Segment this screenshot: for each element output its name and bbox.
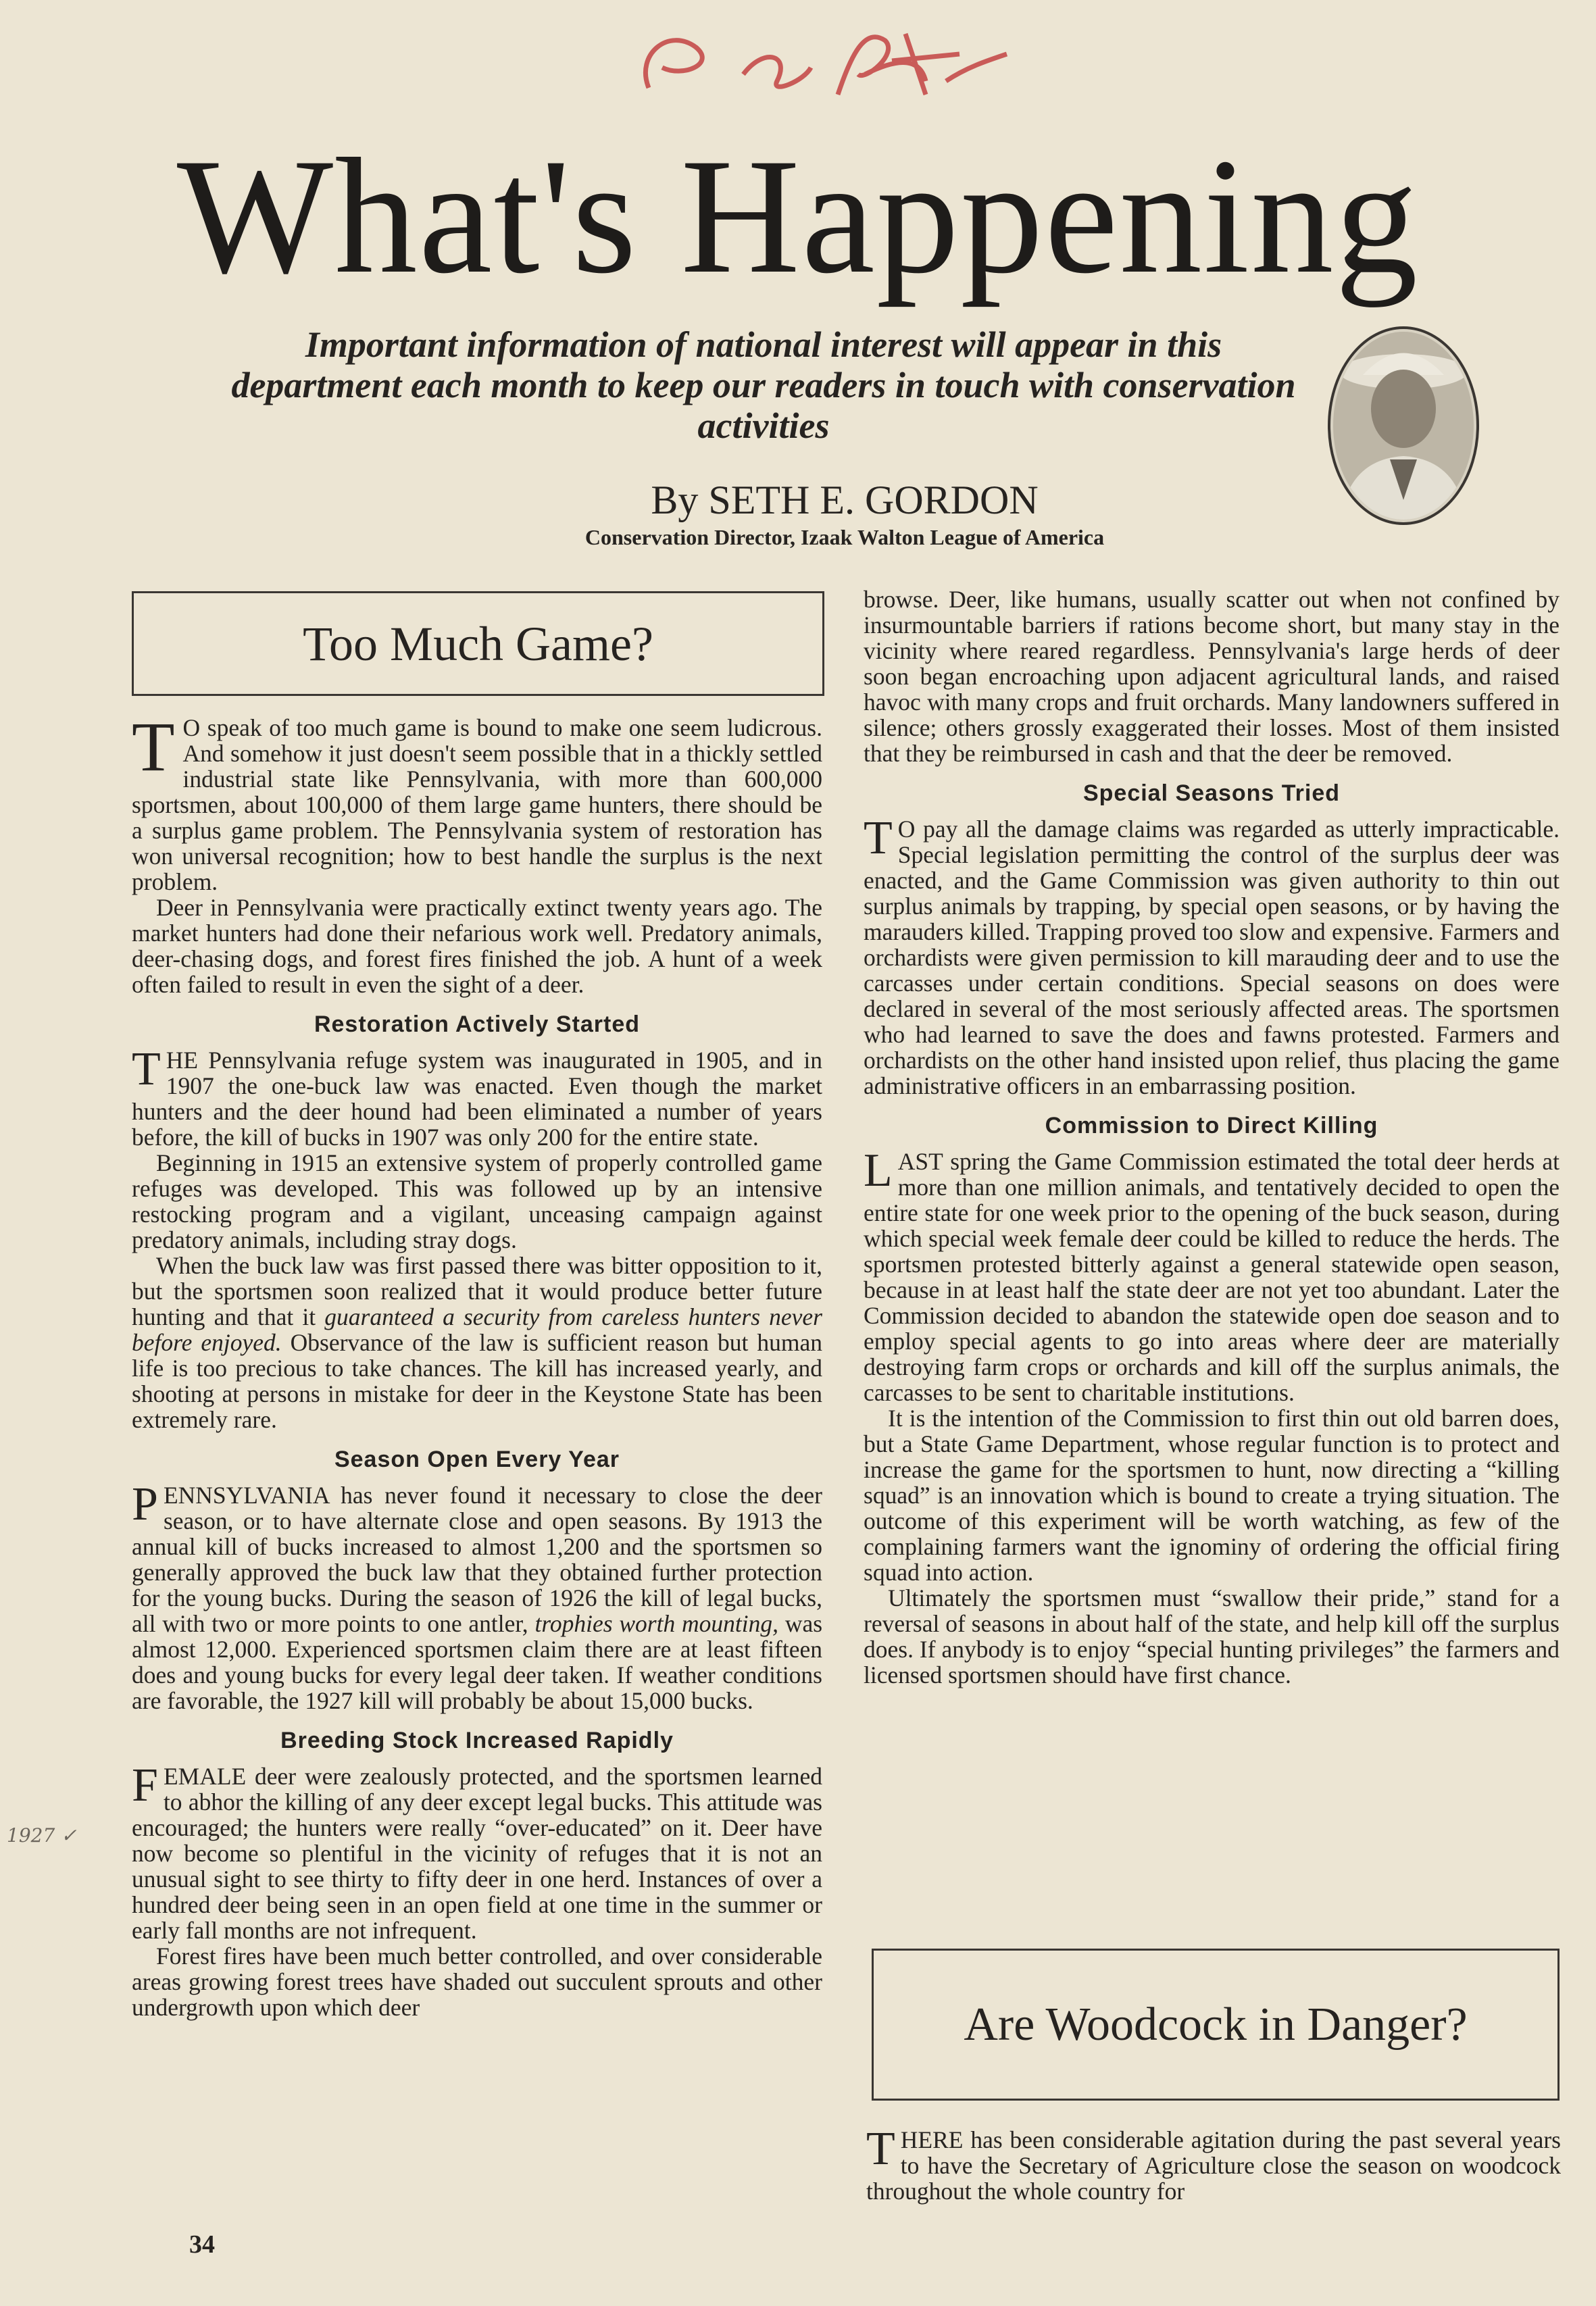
paragraph: T HE Pennsylvania refuge system was inaugurated in 1905, and in 1907 the one-buck law was enacted. Even though the market hunters and the deer hound had been eliminated a number of years before, the kill of bucks in 1907 was only 200 for the entire state. [132,1043,822,1151]
byline: By SETH E. GORDON [651,478,1039,522]
section-heading: Restoration Actively Started [314,1011,641,1037]
paragraph: T O pay all the damage claims was regarded as utterly impracticable. Special legislation permitting the control of the surplus deer was enacted, and the Game Commission was given authority to thin out surplus animals by trapping, by special open seasons, or by having the marauders killed. Trapping proved too slow and expensive. Farmers and orchardists were given permission to kill marauding deer and to use the carcasses under certain conditions. Special seasons on does were declared in several of the most seriously affected areas. The sportsmen who had learned to save the does and fawns protested. Farmers and orchardists on the other hand insisted upon relief, thus placing the game administrative officers in an embarrassing position. [864,812,1560,1099]
drop-cap: T [132,1043,161,1095]
section-heading: Special Seasons Tried [1082,780,1341,806]
author-affiliation: Conservation Director, Izaak Walton League of America [584,525,1105,549]
drop-cap: L [864,1145,893,1197]
section-heading: Commission to Direct Killing [1045,1113,1378,1138]
drop-cap: T [864,812,893,864]
left-column [132,708,823,2021]
drop-cap: P [132,1478,158,1530]
section-heading: Breeding Stock Increased Rapidly [280,1728,674,1753]
author-portrait [1326,324,1481,527]
paragraph: T O speak of too much game is bound to make one seem ludicrous. And somehow it just doesn't seem possible that in a thickly settled industrial state like Pennsylvania, with more than 600,000 sportsmen, about 100,000 of them large game hunters, there should be a surplus game problem. The Pennsylvania system of restoration has won universal recognition; how to best handle the surplus is the next problem. [132,708,822,895]
paragraph: browse. Deer, like humans, usually scatter out when not confined by insurmountable barriers if rations become short, but many stay in the vicinity where reared regardless. Pennsylvania's large herds of deer soon began encroaching upon adjacent agricultural lands, and raised havoc with many crops and fruit orchards. Many landowners suffered in silence; others grossly exaggerated their losses. Most of them insisted that they be reimbursed in cash and that the deer be removed. [864,586,1560,767]
intro-text: Important information of national interest will appear in this department each month to keep our readers in touch with conservation activities [231,324,1296,446]
drop-cap: T [866,2123,895,2175]
section-title-too-much-game: Too Much Game? [132,591,824,696]
paragraph: Beginning in 1915 an extensive system of properly controlled game refuges was developed. This was followed up by an intensive restocking program and a vigilant, unceasing campaign against predatory animals, including stray dogs. [132,1149,822,1253]
right-column [864,586,1560,1688]
drop-cap: T [132,708,175,786]
section-title-woodcock: Are Woodcock in Danger? [872,1949,1560,2101]
paragraph: L AST spring the Game Commission estimated the total deer herds at more than one million animals, and tentatively decided to open the entire state for one week prior to the opening of the buck season, during which special week female deer could be killed to reduce the herds. The sportsmen protested bitterly against a general statewide open season, because in at least half the state deer are not yet too abundant. Later the Commission decided to abandon the statewide open doe season and to employ special agents to go into areas where deer are materially destroying farm crops or orchards and kill off the surplus animals, the carcasses to be sent to charitable institutions. [864,1145,1560,1406]
margin-note: 1927 ✓ [7,1824,77,1847]
handwritten-note [608,14,1027,115]
woodcock-intro [866,2123,1561,2205]
paragraph: Ultimately the sportsmen must “swallow their pride,” stand for a reversal of seasons in about half of the state, and help kill off the surplus does. If anybody is to enjoy “special hunting privileges” the farmers and licensed sportsmen should have first chance. [864,1584,1560,1688]
paragraph: It is the intention of the Commission to first thin out old barren does, but a State Game Department, whose regular function is to protect and increase the game for the sportsmen to hunt, now directing a “killing squad” is an innovation which is bound to create a trying situation. The outcome of this experiment will be worth watching, as few of the complaining farmers want the ignominy of ordering the official firing squad into action. [864,1405,1560,1586]
paragraph: Forest fires have been much better controlled, and over considerable areas growing forest trees have shaded out succulent sprouts and other undergrowth upon which deer [132,1942,822,2021]
page-number: 34 [189,2230,215,2259]
paragraph: F EMALE deer were zealously protected, and the sportsmen learned to abhor the killing of any deer except legal bucks. This attitude was encouraged; the hunters were really “over-educated” on it. Deer have now become so plentiful in the vicinity of refuges that it is not an unusual sight to see thirty to fifty deer in one herd. Instances of over a hundred deer being seen in an open field at one time in the summer or early fall months are not infrequent. [132,1759,822,1944]
paragraph: T HERE has been considerable agitation during the past several years to have the Secretary of Agriculture close the season on woodcock throughout the whole country for [866,2123,1561,2205]
paragraph: When the buck law was first passed there was bitter opposition to it, but the sportsmen soon realized that it would produce better future hunting and that it guaranteed a security from careless hunters never before enjoyed. Observance of the law is sufficient reason but human life is too precious to take chances. The kill has increased yearly, and shooting at persons in mistake for deer in the Keystone State has been extremely rare. [132,1252,823,1433]
section-heading: Season Open Every Year [334,1447,620,1472]
page-title: What's Happening [176,124,1420,307]
paragraph: Deer in Pennsylvania were practically extinct twenty years ago. The market hunters had done their nefarious work well. Predatory animals, deer-chasing dogs, and forest fires finished the job. A hunt of a week often failed to result in even the sight of a deer. [132,894,822,998]
paragraph: P ENNSYLVANIA has never found it necessary to close the deer season, or to have alternate close and open seasons. By 1913 the annual kill of bucks increased to almost 1,200 and the sportsmen so generally approved the buck law that they obtained further protection for the young bucks. During the season of 1926 the kill of legal bucks, all with two or more points to one antler, trophies worth mounting, was almost 12,000. Experienced sportsmen claim there are at least fifteen does and young bucks for every legal deer taken. If weather conditions are favorable, the 1927 kill will probably be about 15,000 bucks. [132,1478,823,1714]
drop-cap: F [132,1759,158,1811]
